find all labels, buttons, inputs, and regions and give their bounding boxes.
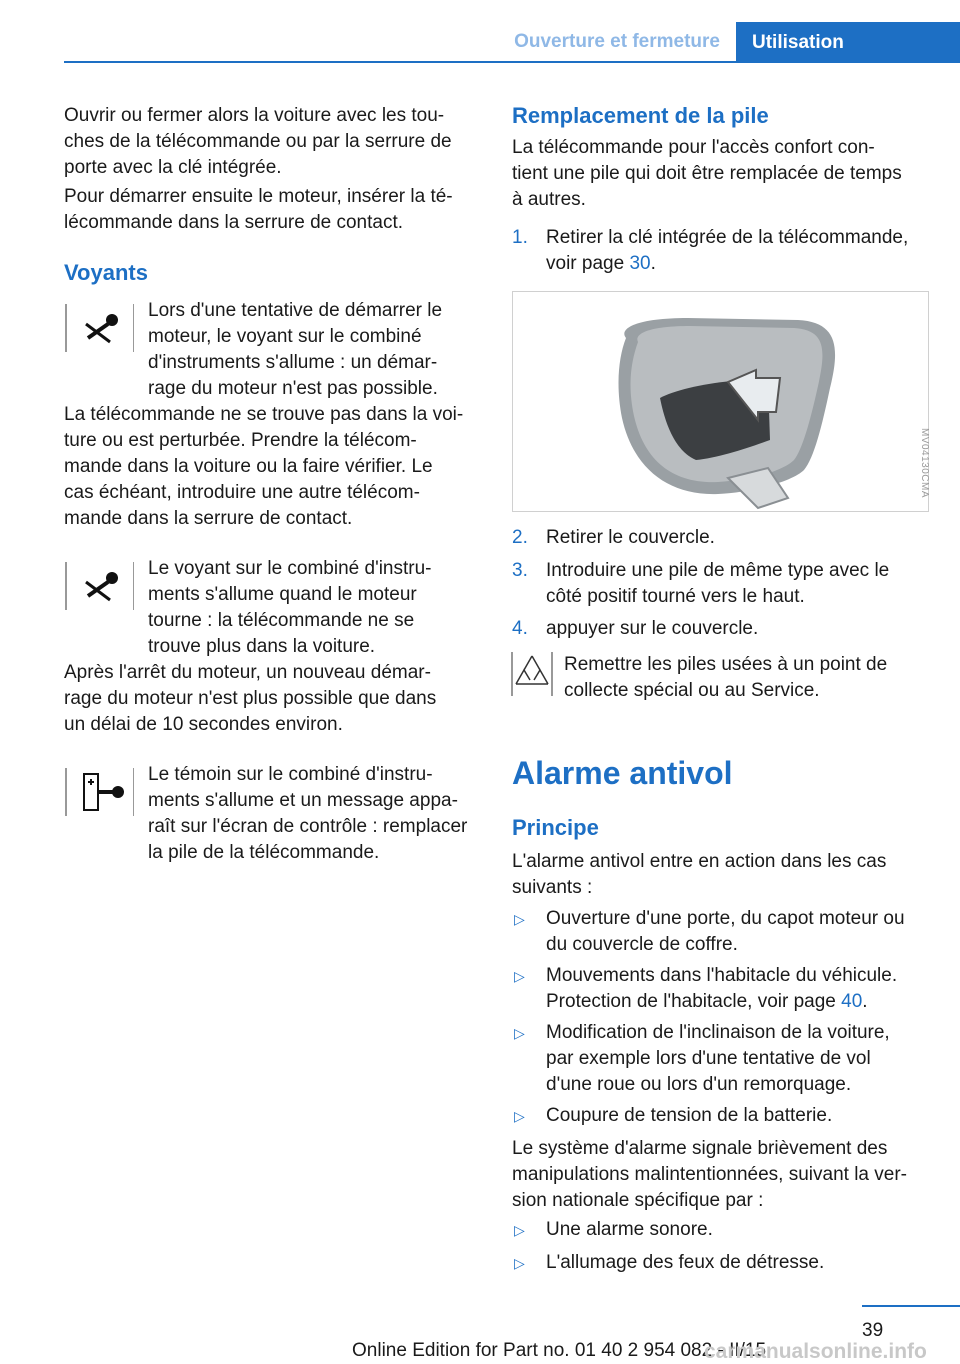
bullet-text: Ouverture d'une porte, du capot moteur ou du couvercle de coffre. bbox=[546, 908, 905, 955]
step-text: Retirer le couvercle. bbox=[546, 527, 715, 548]
battery-heading: Remplacement de la pile bbox=[512, 103, 769, 128]
indicator3-text: Le témoin sur le combiné d'instru- ments s'allume et un message appa- raît sur l'écran de contrôle : remplacer la pile de la télécommande. bbox=[148, 764, 468, 863]
bullet-icon: ▷ bbox=[514, 1222, 525, 1238]
bullet-icon: ▷ bbox=[514, 968, 525, 984]
step-text: appuyer sur le couvercle. bbox=[546, 618, 759, 639]
page-link[interactable]: 30 bbox=[629, 253, 651, 274]
bullet-icon: ▷ bbox=[514, 1025, 525, 1041]
bullet-text: Une alarme sonore. bbox=[546, 1219, 713, 1240]
page-link[interactable]: 40 bbox=[841, 991, 863, 1012]
principle-intro: L'alarme antivol entre en action dans les cas suivants : bbox=[512, 851, 887, 898]
key-crossed-icon bbox=[64, 560, 134, 610]
remote-missing-paragraph: La télécommande ne se trouve pas dans la voi- ture ou est perturbée. Prendre la télécom- mande dans la voiture ou la faire vérifier. Le cas échéant, introduire une autre télécom- mande dans la serrure de contact. bbox=[64, 404, 464, 529]
step-text: Introduire une pile de même type avec le côté positif tourné vers le haut. bbox=[546, 560, 890, 607]
step-number: 4. bbox=[512, 618, 528, 639]
recycle-icon bbox=[510, 650, 554, 698]
step-number: 3. bbox=[512, 560, 528, 581]
bullet-icon: ▷ bbox=[514, 911, 525, 927]
start-paragraph: Pour démarrer ensuite le moteur, insérer la té- lécommande dans la serrure de contact. bbox=[64, 186, 453, 233]
bullet-icon: ▷ bbox=[514, 1108, 525, 1124]
bullet-text: Coupure de tension de la batterie. bbox=[546, 1105, 833, 1126]
alarm-heading: Alarme antivol bbox=[512, 755, 733, 791]
footer-edition: Online Edition for Part no. 01 40 2 954 082 - II/15 bbox=[352, 1340, 767, 1361]
key-crossed-icon bbox=[64, 302, 134, 352]
signal-paragraph: Le système d'alarme signale brièvement des manipulations malintentionnées, suivant la ver- sion nationale spécifique par : bbox=[512, 1138, 907, 1211]
restart-paragraph: Après l'arrêt du moteur, un nouveau démar- rage du moteur n'est plus possible que dans un délai de 10 secondes environ. bbox=[64, 662, 437, 735]
watermark: carmanualsonline.info bbox=[704, 1340, 927, 1363]
step-number: 1. bbox=[512, 227, 528, 248]
battery-key-icon bbox=[64, 766, 134, 816]
header-section-title: Ouverture et fermeture bbox=[514, 31, 720, 52]
indicator1-text: Lors d'une tentative de démarrer le moteur, le voyant sur le combiné d'instruments s'allume : un démar- rage du moteur n'est pas possible. bbox=[148, 300, 443, 399]
header-chapter-tab[interactable]: Utilisation bbox=[736, 22, 960, 63]
battery-intro: La télécommande pour l'accès confort con- tient une pile qui doit être remplacée de temps à autres. bbox=[512, 137, 902, 210]
bullet-text: L'allumage des feux de détresse. bbox=[546, 1252, 825, 1273]
bullet-text: Mouvements dans l'habitacle du véhicule. Protection de l'habitacle, voir page 40. bbox=[546, 965, 898, 1012]
page-number-rule bbox=[862, 1305, 960, 1307]
indicator2-text: Le voyant sur le combiné d'instru- ments s'allume quand le moteur tourne : la télécommande ne se trouve plus dans la voiture. bbox=[148, 558, 432, 657]
principle-heading: Principe bbox=[512, 815, 599, 840]
remote-battery-figure bbox=[512, 291, 929, 512]
step-text: Retirer la clé intégrée de la télécommande, voir page 30. bbox=[546, 227, 909, 274]
intro-paragraph: Ouvrir ou fermer alors la voiture avec les tou- ches de la télécommande ou par la serrure de porte avec la clé intégrée. bbox=[64, 105, 452, 178]
figure-code: MV04130CMA bbox=[919, 428, 930, 499]
voyants-heading: Voyants bbox=[64, 260, 148, 285]
bullet-text: Modification de l'inclinaison de la voiture, par exemple lors d'une tentative de vol d'une roue ou lors d'un remorquage. bbox=[546, 1022, 890, 1095]
recycle-note: Remettre les piles usées à un point de collecte spécial ou au Service. bbox=[564, 654, 888, 701]
page-number: 39 bbox=[862, 1320, 884, 1341]
step-number: 2. bbox=[512, 527, 528, 548]
bullet-icon: ▷ bbox=[514, 1255, 525, 1271]
